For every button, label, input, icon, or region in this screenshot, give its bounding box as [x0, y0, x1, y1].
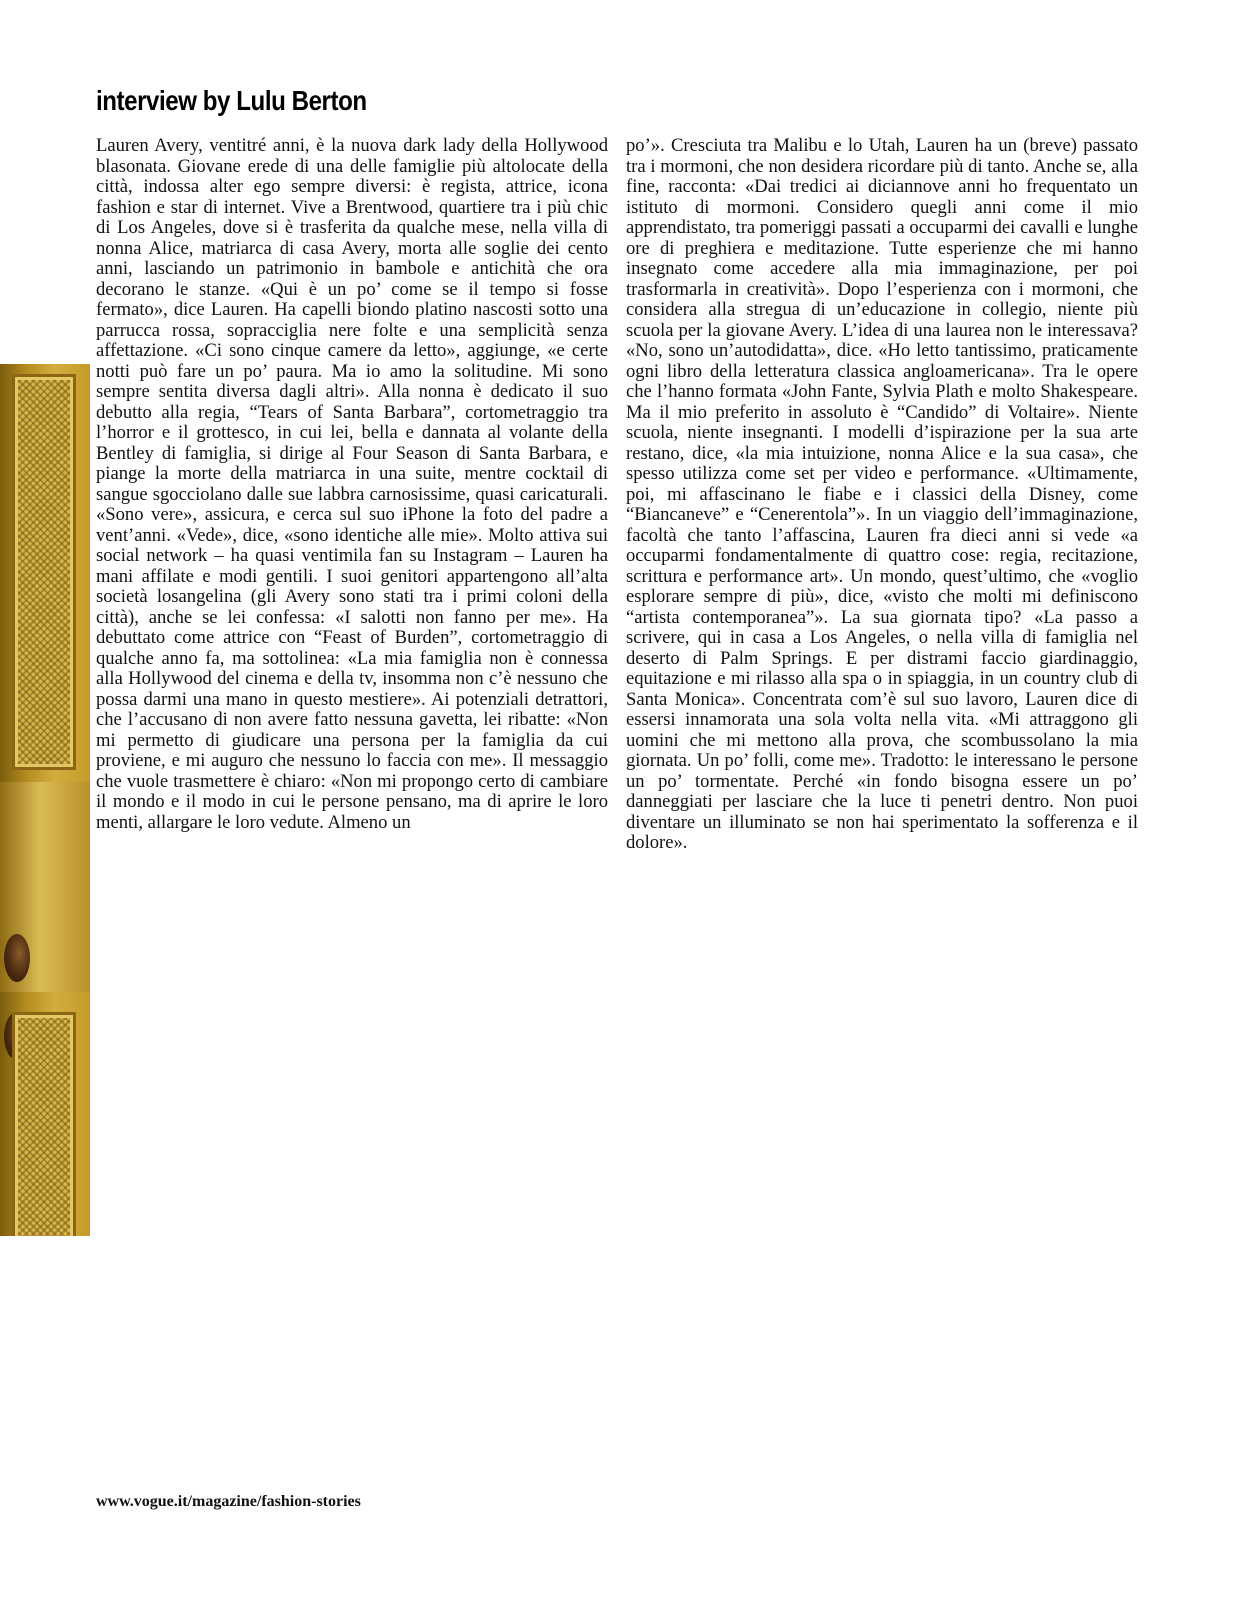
article-column-left: Lauren Avery, ventitré anni, è la nuova dark lady della Hollywood blasonata. Giovane erede di una delle famiglie più altolocate della città, indossa alter ego sempre diversi: è regista, attrice, icona fashion e star di internet. Vive a Brentwood, quartiere tra i più chic di Los Angeles, dove si è trasferita da qualche mese, nella villa di nonna Alice, matriarca di casa Avery, morta alle soglie dei cento anni, lasciando un patrimonio in bambole e antichità che ora decorano le stanze. «Qui è un po’ come se il tempo si fosse fermato», dice Lauren. Ha capelli biondo platino nascosti sotto una parrucca rossa, sopracciglia nere folte e una semplicità senza affettazione. «Ci sono cinque camere da letto», aggiunge, «e certe notti può fare un po’ paura. Ma io amo la solitudine. Mi sono sempre sentita diversa dagli altri». Alla nonna è dedicato il suo debutto alla regia, “Tears of Santa Barbara”, cortometraggio tra l’horror e il grottesco, in cui lei, bella e dannata al volante della Bentley di famiglia, si dirige al Four Season di Santa Barbara, e piange la morte della matriarca in una suite, mentre cocktail di sangue sgocciolano dalle sue labbra carnosissime, quasi caricaturali. «Sono vere», assicura, e cerca sul suo iPhone la foto del padre a vent’anni. «Vede», dice, «sono identiche alle mie». Molto attiva sui social network – ha quasi ventimila fan su Instagram – Lauren ha mani affilate e modi gentili. I suoi genitori appartengono all’alta società losangelina (gli Avery sono stati tra i primi coloni della città), anche se lei confessa: «I salotti non fanno per me». Ha debuttato come attrice con “Feast of Burden”, cortometraggio di qualche anno fa, ma sottolinea: «La mia famiglia non è connessa alla Hollywood del cinema e della tv, insomma non c’è nessuno che possa darmi una mano in questo mestiere». Ai potenziali detrattori, che l’accusano di non avere fatto nessuna gavetta, lei ribatte: «Non mi permetto di giudicare una persona per la famiglia da cui proviene, e mi auguro che nessuno lo faccia con me». Il messaggio che vuole trasmettere è chiaro: «Non mi propongo certo di cambiare il mondo e il modo in cui le persone pensano, ma di aprire le loro menti, allargare le loro vedute. Almeno un	[96, 135, 608, 833]
door-photo	[0, 364, 90, 1236]
article-column-right: po’». Cresciuta tra Malibu e lo Utah, Lauren ha un (breve) passato tra i mormoni, che non desidera ricordare più di tanto. Anche se, alla fine, racconta: «Dai tredici ai diciannove anni ho frequentato un istituto di mormoni. Considero quegli anni come il mio apprendistato, tra pomeriggi passati a occuparmi dei cavalli e lunghe ore di preghiera e meditazione. Tutte esperienze che mi hanno insegnato come accedere alla mia immaginazione, per poi trasformarla in creatività». Dopo l’esperienza con i mormoni, che considera alla stregua di un’educazione in collegio, niente più scuola per la giovane Avery. L’idea di una laurea non le interessava? «No, sono un’autodidatta», dice. «Ho letto tantissimo, praticamente ogni libro della letteratura classica angloamericana». Tra le opere che l’hanno formata «John Fante, Sylvia Plath e molto Shakespeare. Ma il mio preferito in assoluto è “Candido” di Voltaire». Niente scuola, niente insegnanti. I modelli d’ispirazione per la sua arte restano, dice, «la mia intuizione, nonna Alice e la sua casa», che spesso utilizza come set per video e performance. «Ultimamente, poi, mi affascinano le fiabe e i classici della Disney, come “Biancaneve” e “Cenerentola”». In un viaggio dell’immaginazione, facoltà che tanto l’affascina, Lauren fra dieci anni si vede «a occuparmi fondamentalmente di quattro cose: regia, recitazione, scrittura e performance art». Un mondo, quest’ultimo, che «voglio esplorare sempre di più», dice, «visto che molti mi definiscono “artista contemporanea”». La sua giornata tipo? «La passo a scrivere, qui in casa a Los Angeles, o nella villa di famiglia nel deserto di Palm Springs. E per distrami faccio giardinaggio, equitazione e mi rilasso alla spa o in spiaggia, in un country club di Santa Monica». Concentrata com’è sul suo lavoro, Lauren dice di essersi innamorata una sola volta nella vita. «Mi attraggono gli uomini che mi mettono alla prova, che scombussolano la mia giornata. Un po’ folli, come me». Tradotto: le interessano le persone un po’ tormentate. Perché «in fondo bisogna essere un po’ danneggiati per lasciare che la luce ti penetri dentro. Non puoi diventare un illuminato se non hai sperimentato la sofferenza e il dolore».	[626, 135, 1138, 853]
door-knob-upper	[4, 934, 30, 982]
article-headline: interview by Lulu Berton	[96, 85, 367, 116]
door-cane-panel-upper	[12, 374, 76, 770]
door-cane-panel-lower	[12, 1012, 76, 1236]
footer-url[interactable]: www.vogue.it/magazine/fashion-stories	[96, 1493, 361, 1510]
